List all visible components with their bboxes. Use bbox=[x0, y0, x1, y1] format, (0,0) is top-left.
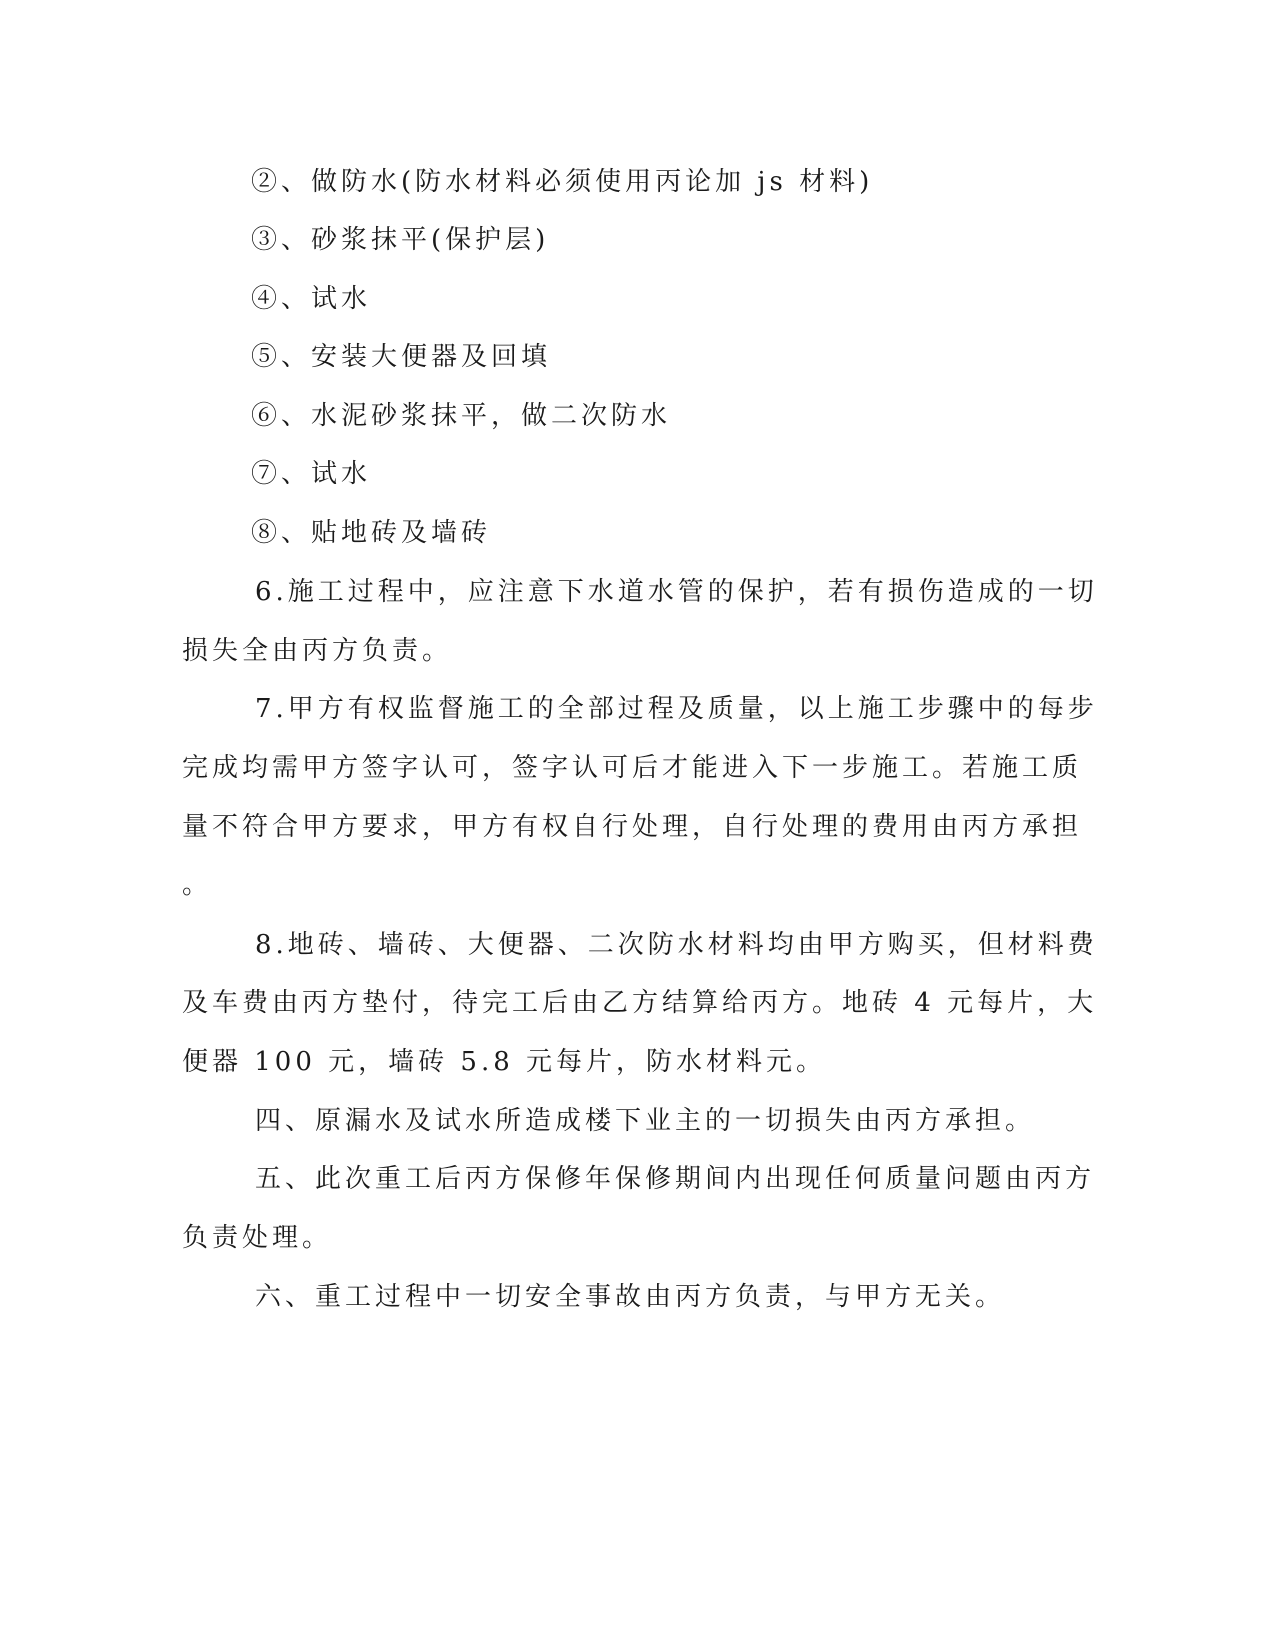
section-6-line-1: 六、重工过程中一切安全事故由丙方负责，与甲方无关。 bbox=[255, 1282, 1006, 1312]
item-7-line-4: 。 bbox=[182, 870, 213, 900]
step-7: ⑦、试水 bbox=[251, 459, 372, 489]
step-2: ②、做防水(防水材料必须使用丙论加 js 材料) bbox=[251, 167, 874, 197]
step-3: ③、砂浆抹平(保护层) bbox=[251, 225, 550, 255]
item-8-line-2: 及车费由丙方垫付，待完工后由乙方结算给丙方。地砖 4 元每片，大 bbox=[182, 988, 1098, 1018]
item-7-line-2: 完成均需甲方签字认可，签字认可后才能进入下一步施工。若施工质 bbox=[182, 753, 1083, 783]
section-5-line-2: 负责处理。 bbox=[182, 1223, 333, 1253]
item-7-line-1: 7.甲方有权监督施工的全部过程及质量，以上施工步骤中的每步 bbox=[255, 694, 1098, 724]
item-8-line-3: 便器 100 元，墙砖 5.8 元每片，防水材料元。 bbox=[182, 1047, 827, 1077]
item-6-line-1: 6.施工过程中，应注意下水道水管的保护，若有损伤造成的一切 bbox=[255, 577, 1098, 607]
section-4-line-1: 四、原漏水及试水所造成楼下业主的一切损失由丙方承担。 bbox=[255, 1106, 1036, 1136]
item-7-line-3: 量不符合甲方要求，甲方有权自行处理，自行处理的费用由丙方承担 bbox=[182, 812, 1083, 842]
step-5: ⑤、安装大便器及回填 bbox=[251, 342, 552, 372]
section-5-line-1: 五、此次重工后丙方保修年保修期间内出现任何质量问题由丙方 bbox=[255, 1164, 1096, 1194]
item-8-line-1: 8.地砖、墙砖、大便器、二次防水材料均由甲方购买，但材料费 bbox=[255, 930, 1098, 960]
step-6: ⑥、水泥砂浆抹平，做二次防水 bbox=[251, 401, 672, 431]
item-6-line-2: 损失全由丙方负责。 bbox=[182, 636, 453, 666]
step-8: ⑧、贴地砖及墙砖 bbox=[251, 518, 492, 548]
step-4: ④、试水 bbox=[251, 284, 372, 314]
